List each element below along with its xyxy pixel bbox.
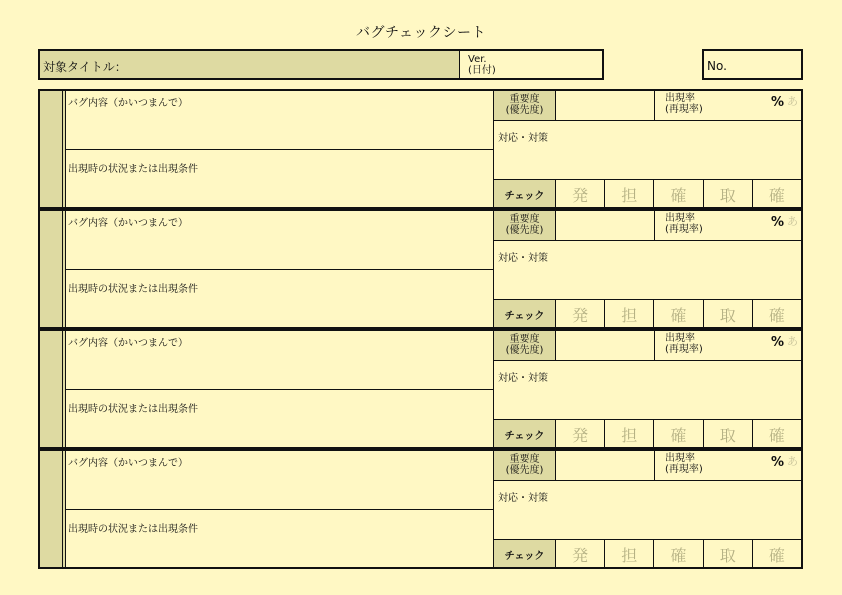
block-side-tab [40,331,66,447]
occurrence-rate-field[interactable] [655,91,801,120]
percent-sign: % [770,215,784,230]
condition-field[interactable] [66,270,493,327]
bug-content-label: バグ内容（かいつまんで） [68,218,188,229]
condition-field[interactable] [66,390,493,447]
stamp-cell[interactable]: 取 [704,300,753,327]
rate-label-sub: (再現率) [665,104,703,115]
condition-field[interactable] [66,150,493,207]
priority-label [494,331,556,360]
date-label: (日付) [468,65,496,76]
bug-content-label: バグ内容（かいつまんで） [68,338,188,349]
priority-value-field[interactable] [556,451,655,480]
response-label: 対応・対策 [498,493,548,504]
stamp-cell[interactable]: 確 [768,426,785,445]
bug-description-area [66,211,494,327]
priority-label [494,451,556,480]
version-label: Ver. [468,54,487,65]
priority-label-main: 重要度 [509,454,540,465]
page-title: バグチェックシート [355,25,487,41]
priority-value-field[interactable] [556,211,655,240]
priority-label-main: 重要度 [509,214,540,225]
rate-label-main: 出現率 [665,453,695,464]
stamp-cell[interactable]: 確 [654,300,703,327]
priority-rate-row [494,91,801,121]
stamp-cell[interactable]: 取 [704,180,753,207]
rate-label-sub: (再現率) [665,224,703,235]
priority-value-field[interactable] [556,331,655,360]
priority-label-sub: (優先度) [505,345,544,356]
response-field[interactable] [494,361,801,419]
bug-meta-area [494,331,801,447]
bug-content-label: バグ内容（かいつまんで） [68,98,188,109]
priority-label [494,211,556,240]
response-label: 対応・対策 [498,253,548,264]
occurrence-rate-field[interactable] [655,211,801,240]
approx-mark: あ [787,335,798,348]
header-target-row [38,49,604,80]
response-label: 対応・対策 [498,373,548,384]
response-field[interactable] [494,121,801,179]
occurrence-rate-field[interactable] [655,451,801,480]
stamp-cell[interactable]: 確 [768,306,785,325]
percent-sign: % [770,455,784,470]
condition-label: 出現時の状況または出現条件 [68,524,198,535]
check-label: チェック [494,180,556,207]
block-side-tab [40,91,66,207]
bug-meta-area [494,451,801,567]
stamp-cell[interactable]: 確 [768,186,785,205]
stamp-cell[interactable]: 確 [654,180,703,207]
condition-label: 出現時の状況または出現条件 [68,404,198,415]
occurrence-rate-field[interactable] [655,331,801,360]
version-field[interactable] [460,51,602,78]
check-row [494,539,801,567]
stamp-cell[interactable]: 確 [654,540,703,567]
rate-label-main: 出現率 [665,93,695,104]
bug-description-area [66,331,494,447]
bug-description-area [66,91,494,207]
target-title-label[interactable]: 対象タイトル： [40,51,460,78]
condition-field[interactable] [66,510,493,567]
rate-label-sub: (再現率) [665,344,703,355]
bug-content-field[interactable] [66,91,493,150]
stamp-cell[interactable]: 取 [704,540,753,567]
stamp-cell[interactable]: 担 [605,420,654,447]
bug-entry-block [38,329,803,449]
block-side-tab [40,211,66,327]
stamp-cell[interactable]: 確 [768,546,785,565]
stamp-cell[interactable]: 担 [605,540,654,567]
approx-mark: あ [787,95,798,108]
block-side-tab [40,451,66,567]
priority-label-sub: (優先度) [505,225,544,236]
bug-meta-area [494,91,801,207]
bug-entry-block [38,449,803,569]
stamp-cell[interactable]: 担 [605,180,654,207]
check-label: チェック [494,420,556,447]
check-row [494,179,801,207]
check-label: チェック [494,540,556,567]
rate-label-main: 出現率 [665,333,695,344]
bug-entry-block [38,209,803,329]
priority-label-main: 重要度 [509,334,540,345]
number-field[interactable]: No. [702,49,803,80]
bug-description-area [66,451,494,567]
stamp-cell[interactable]: 発 [556,420,605,447]
priority-value-field[interactable] [556,91,655,120]
priority-label-sub: (優先度) [505,105,544,116]
priority-rate-row [494,451,801,481]
stamp-cell[interactable]: 発 [556,180,605,207]
bug-content-field[interactable] [66,331,493,390]
rate-label-sub: (再現率) [665,464,703,475]
check-row [494,419,801,447]
rate-label-main: 出現率 [665,213,695,224]
response-field[interactable] [494,241,801,299]
bug-meta-area [494,211,801,327]
response-label: 対応・対策 [498,133,548,144]
approx-mark: あ [787,455,798,468]
priority-label-sub: (優先度) [505,465,544,476]
priority-rate-row [494,211,801,241]
stamp-cell[interactable]: 発 [556,300,605,327]
approx-mark: あ [787,215,798,228]
priority-label [494,91,556,120]
priority-label-main: 重要度 [509,94,540,105]
stamp-cell[interactable]: 担 [605,300,654,327]
stamp-cell[interactable]: 取 [704,420,753,447]
stamp-cell[interactable]: 発 [556,540,605,567]
check-label: チェック [494,300,556,327]
percent-sign: % [770,95,784,110]
check-row [494,299,801,327]
percent-sign: % [770,335,784,350]
bug-content-label: バグ内容（かいつまんで） [68,458,188,469]
condition-label: 出現時の状況または出現条件 [68,164,198,175]
bug-content-field[interactable] [66,451,493,510]
response-field[interactable] [494,481,801,539]
condition-label: 出現時の状況または出現条件 [68,284,198,295]
bug-content-field[interactable] [66,211,493,270]
priority-rate-row [494,331,801,361]
stamp-cell[interactable]: 確 [654,420,703,447]
bug-entry-block [38,89,803,209]
